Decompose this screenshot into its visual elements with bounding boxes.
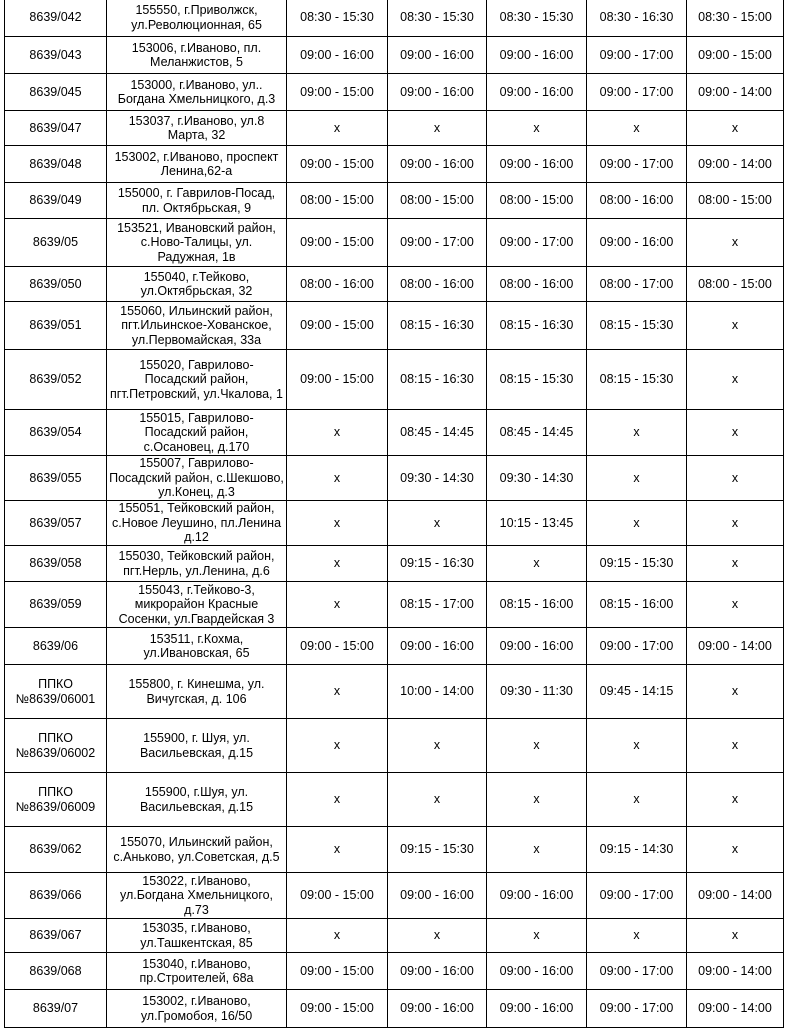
branch-address-cell: 155051, Тейковский район, с.Новое Леушино, пл.Ленина д.12 — [107, 501, 287, 546]
working-hours-cell: 09:00 - 15:00 — [287, 74, 388, 111]
working-hours-cell: 09:00 - 16:00 — [388, 953, 487, 990]
working-hours-cell: 08:15 - 17:00 — [388, 582, 487, 628]
working-hours-cell: 09:00 - 15:00 — [287, 350, 388, 410]
working-hours-cell: x — [487, 773, 587, 827]
working-hours-cell: 08:00 - 15:00 — [687, 183, 784, 219]
branch-code-cell: 8639/045 — [5, 74, 107, 111]
branch-code-cell: 8639/068 — [5, 953, 107, 990]
working-hours-cell: x — [287, 456, 388, 501]
branch-address-cell: 155040, г.Тейково, ул.Октябрьская, 32 — [107, 267, 287, 302]
working-hours-cell: 09:00 - 15:00 — [287, 873, 388, 919]
branch-code-cell: ППКО №8639/06009 — [5, 773, 107, 827]
working-hours-cell: x — [287, 582, 388, 628]
branch-address-cell: 155550, г.Приволжск, ул.Революционная, 65 — [107, 0, 287, 37]
branch-address-cell: 155020, Гаврилово-Посадский район, пгт.Петровский, ул.Чкалова, 1 — [107, 350, 287, 410]
table-row — [5, 919, 784, 953]
working-hours-cell: x — [287, 665, 388, 719]
branch-address-cell: 155000, г. Гаврилов-Посад, пл. Октябрьская, 9 — [107, 183, 287, 219]
branch-code-cell: ППКО №8639/06002 — [5, 719, 107, 773]
working-hours-cell: 09:30 - 11:30 — [487, 665, 587, 719]
branch-address-cell: 153000, г.Иваново, ул.. Богдана Хмельницкого, д.3 — [107, 74, 287, 111]
working-hours-cell: 09:00 - 16:00 — [487, 990, 587, 1028]
branch-code-cell: 8639/067 — [5, 919, 107, 953]
working-hours-cell: 10:15 - 13:45 — [487, 501, 587, 546]
working-hours-cell: x — [487, 111, 587, 146]
working-hours-cell: 08:00 - 15:00 — [487, 183, 587, 219]
working-hours-cell: 08:15 - 16:00 — [587, 582, 687, 628]
working-hours-cell: x — [287, 501, 388, 546]
working-hours-cell: x — [687, 546, 784, 582]
branch-address-cell: 155030, Тейковский район, пгт.Нерль, ул.Ленина, д.6 — [107, 546, 287, 582]
branch-address-cell: 155070, Ильинский район, с.Аньково, ул.Советская, д.5 — [107, 827, 287, 873]
branch-address-cell: 153002, г.Иваново, ул.Громобоя, 16/50 — [107, 990, 287, 1028]
working-hours-cell: 09:00 - 17:00 — [587, 74, 687, 111]
branch-address-cell: 153002, г.Иваново, проспект Ленина,62-а — [107, 146, 287, 183]
working-hours-cell: 09:00 - 16:00 — [388, 37, 487, 74]
working-hours-cell: 09:00 - 17:00 — [587, 37, 687, 74]
branch-code-cell: 8639/054 — [5, 410, 107, 456]
working-hours-cell: x — [687, 456, 784, 501]
branch-code-cell: 8639/048 — [5, 146, 107, 183]
table-row — [5, 183, 784, 219]
working-hours-cell: 08:30 - 15:30 — [287, 0, 388, 37]
working-hours-cell: 09:00 - 17:00 — [388, 219, 487, 267]
working-hours-cell: x — [287, 827, 388, 873]
working-hours-cell: 08:15 - 15:30 — [587, 302, 687, 350]
working-hours-cell: 09:00 - 16:00 — [388, 990, 487, 1028]
branch-address-cell: 155060, Ильинский район, пгт.Ильинское-Хованское, ул.Первомайская, 33а — [107, 302, 287, 350]
working-hours-cell: 08:15 - 16:30 — [388, 302, 487, 350]
working-hours-cell: x — [287, 919, 388, 953]
working-hours-cell: x — [587, 410, 687, 456]
branch-code-cell: 8639/052 — [5, 350, 107, 410]
working-hours-cell: 08:15 - 16:30 — [487, 302, 587, 350]
branch-code-cell: 8639/058 — [5, 546, 107, 582]
table-row — [5, 302, 784, 350]
branch-address-cell: 155900, г.Шуя, ул. Васильевская, д.15 — [107, 773, 287, 827]
working-hours-cell: x — [388, 111, 487, 146]
branch-address-cell: 153035, г.Иваново, ул.Ташкентская, 85 — [107, 919, 287, 953]
working-hours-cell: x — [687, 302, 784, 350]
branch-code-cell: 8639/059 — [5, 582, 107, 628]
working-hours-cell: 09:00 - 17:00 — [587, 146, 687, 183]
table-row — [5, 953, 784, 990]
working-hours-cell: 09:00 - 16:00 — [388, 146, 487, 183]
working-hours-cell: 09:00 - 14:00 — [687, 953, 784, 990]
table-row — [5, 665, 784, 719]
working-hours-cell: 09:00 - 15:00 — [687, 37, 784, 74]
branch-code-cell: 8639/050 — [5, 267, 107, 302]
branch-code-cell: 8639/055 — [5, 456, 107, 501]
working-hours-cell: 09:00 - 16:00 — [487, 146, 587, 183]
working-hours-cell: x — [287, 773, 388, 827]
branch-code-cell: 8639/047 — [5, 111, 107, 146]
table-row — [5, 219, 784, 267]
branch-code-cell: 8639/066 — [5, 873, 107, 919]
working-hours-cell: 09:00 - 15:00 — [287, 146, 388, 183]
working-hours-cell: 09:00 - 17:00 — [587, 628, 687, 665]
working-hours-cell: 08:30 - 15:30 — [487, 0, 587, 37]
working-hours-cell: 09:00 - 14:00 — [687, 873, 784, 919]
table-row — [5, 350, 784, 410]
working-hours-cell: 08:45 - 14:45 — [388, 410, 487, 456]
working-hours-cell: x — [687, 582, 784, 628]
branch-address-cell: 153521, Ивановский район, с.Ново-Талицы, ул. Радужная, 1в — [107, 219, 287, 267]
working-hours-cell: x — [687, 350, 784, 410]
working-hours-cell: 09:00 - 16:00 — [487, 628, 587, 665]
working-hours-cell: x — [487, 546, 587, 582]
table-row — [5, 37, 784, 74]
branch-code-cell: 8639/049 — [5, 183, 107, 219]
branch-code-cell: 8639/051 — [5, 302, 107, 350]
working-hours-cell: 08:00 - 16:00 — [487, 267, 587, 302]
table-row — [5, 0, 784, 37]
working-hours-cell: x — [687, 410, 784, 456]
working-hours-cell: 09:00 - 15:00 — [287, 628, 388, 665]
working-hours-cell: 08:00 - 15:00 — [287, 183, 388, 219]
working-hours-cell: x — [487, 919, 587, 953]
working-hours-cell: 08:15 - 16:30 — [388, 350, 487, 410]
working-hours-cell: 09:15 - 15:30 — [388, 827, 487, 873]
branch-address-cell: 155007, Гаврилово-Посадский район, с.Шекшово, ул.Конец, д.3 — [107, 456, 287, 501]
working-hours-cell: 09:00 - 16:00 — [487, 74, 587, 111]
working-hours-cell: 09:00 - 14:00 — [687, 628, 784, 665]
working-hours-cell: 08:00 - 16:00 — [388, 267, 487, 302]
branch-code-cell: 8639/06 — [5, 628, 107, 665]
working-hours-cell: x — [687, 111, 784, 146]
working-hours-cell: 09:00 - 17:00 — [587, 953, 687, 990]
working-hours-cell: 08:30 - 15:00 — [687, 0, 784, 37]
branch-code-cell: 8639/062 — [5, 827, 107, 873]
table-row — [5, 74, 784, 111]
branch-address-cell: 153511, г.Кохма, ул.Ивановская, 65 — [107, 628, 287, 665]
working-hours-cell: 08:15 - 15:30 — [487, 350, 587, 410]
branch-address-cell: 153022, г.Иваново, ул.Богдана Хмельницкого, д.73 — [107, 873, 287, 919]
working-hours-cell: 09:00 - 15:00 — [287, 219, 388, 267]
branch-schedule-table — [4, 0, 784, 1028]
working-hours-cell: x — [287, 410, 388, 456]
working-hours-cell: 08:30 - 16:30 — [587, 0, 687, 37]
working-hours-cell: 08:15 - 16:00 — [487, 582, 587, 628]
working-hours-cell: 09:30 - 14:30 — [388, 456, 487, 501]
table-row — [5, 628, 784, 665]
branch-address-cell: 155900, г. Шуя, ул. Васильевская, д.15 — [107, 719, 287, 773]
working-hours-cell: x — [587, 456, 687, 501]
working-hours-cell: x — [687, 719, 784, 773]
working-hours-cell: 09:00 - 16:00 — [487, 953, 587, 990]
working-hours-cell: x — [587, 919, 687, 953]
branch-code-cell: 8639/057 — [5, 501, 107, 546]
working-hours-cell: 08:00 - 15:00 — [388, 183, 487, 219]
working-hours-cell: 09:00 - 17:00 — [587, 873, 687, 919]
working-hours-cell: x — [687, 219, 784, 267]
working-hours-cell: 09:00 - 15:00 — [287, 953, 388, 990]
working-hours-cell: 08:45 - 14:45 — [487, 410, 587, 456]
table-row — [5, 267, 784, 302]
table-row — [5, 546, 784, 582]
working-hours-cell: x — [287, 719, 388, 773]
working-hours-cell: x — [587, 111, 687, 146]
working-hours-cell: 08:15 - 15:30 — [587, 350, 687, 410]
table-row — [5, 501, 784, 546]
branch-address-cell: 153006, г.Иваново, пл. Меланжистов, 5 — [107, 37, 287, 74]
working-hours-cell: x — [487, 827, 587, 873]
branch-code-cell: ППКО №8639/06001 — [5, 665, 107, 719]
working-hours-cell: x — [587, 501, 687, 546]
working-hours-cell: 09:00 - 17:00 — [487, 219, 587, 267]
working-hours-cell: x — [687, 501, 784, 546]
working-hours-cell: x — [587, 719, 687, 773]
working-hours-cell: x — [388, 773, 487, 827]
working-hours-cell: 09:00 - 17:00 — [587, 990, 687, 1028]
working-hours-cell: 09:00 - 16:00 — [388, 628, 487, 665]
branch-address-cell: 153040, г.Иваново, пр.Строителей, 68а — [107, 953, 287, 990]
table-row — [5, 873, 784, 919]
working-hours-cell: x — [587, 773, 687, 827]
working-hours-cell: 09:00 - 15:00 — [287, 990, 388, 1028]
working-hours-cell: x — [687, 665, 784, 719]
working-hours-cell: 09:15 - 14:30 — [587, 827, 687, 873]
working-hours-cell: 08:30 - 15:30 — [388, 0, 487, 37]
working-hours-cell: 09:00 - 16:00 — [487, 37, 587, 74]
branch-address-cell: 155015, Гаврилово-Посадский район, с.Осановец, д.170 — [107, 410, 287, 456]
branch-code-cell: 8639/07 — [5, 990, 107, 1028]
working-hours-cell: 09:15 - 16:30 — [388, 546, 487, 582]
working-hours-cell: 09:00 - 14:00 — [687, 146, 784, 183]
branch-address-cell: 155800, г. Кинешма, ул. Вичугская, д. 106 — [107, 665, 287, 719]
working-hours-cell: 09:00 - 16:00 — [388, 873, 487, 919]
working-hours-cell: 09:45 - 14:15 — [587, 665, 687, 719]
table-body — [5, 0, 784, 1028]
working-hours-cell: 08:00 - 16:00 — [587, 183, 687, 219]
working-hours-cell: x — [687, 773, 784, 827]
working-hours-cell: 08:00 - 15:00 — [687, 267, 784, 302]
working-hours-cell: x — [687, 919, 784, 953]
table-row — [5, 773, 784, 827]
working-hours-cell: x — [487, 719, 587, 773]
working-hours-cell: 09:15 - 15:30 — [587, 546, 687, 582]
working-hours-cell: x — [388, 501, 487, 546]
working-hours-cell: 09:00 - 15:00 — [287, 302, 388, 350]
branch-address-cell: 153037, г.Иваново, ул.8 Марта, 32 — [107, 111, 287, 146]
working-hours-cell: x — [287, 111, 388, 146]
table-row — [5, 990, 784, 1028]
working-hours-cell: 09:00 - 16:00 — [487, 873, 587, 919]
table-row — [5, 719, 784, 773]
working-hours-cell: x — [388, 719, 487, 773]
working-hours-cell: 09:00 - 16:00 — [388, 74, 487, 111]
working-hours-cell: 09:00 - 16:00 — [287, 37, 388, 74]
table-row — [5, 582, 784, 628]
branch-address-cell: 155043, г.Тейково-3, микрорайон Красные Сосенки, ул.Гвардейская 3 — [107, 582, 287, 628]
working-hours-cell: x — [287, 546, 388, 582]
working-hours-cell: 09:00 - 14:00 — [687, 74, 784, 111]
working-hours-cell: 08:00 - 17:00 — [587, 267, 687, 302]
table-row — [5, 146, 784, 183]
working-hours-cell: 09:30 - 14:30 — [487, 456, 587, 501]
branch-code-cell: 8639/05 — [5, 219, 107, 267]
working-hours-cell: 08:00 - 16:00 — [287, 267, 388, 302]
branch-code-cell: 8639/043 — [5, 37, 107, 74]
table-row — [5, 827, 784, 873]
branch-code-cell: 8639/042 — [5, 0, 107, 37]
table-row — [5, 111, 784, 146]
working-hours-cell: x — [388, 919, 487, 953]
working-hours-cell: 09:00 - 16:00 — [587, 219, 687, 267]
working-hours-cell: 09:00 - 14:00 — [687, 990, 784, 1028]
table-row — [5, 456, 784, 501]
working-hours-cell: x — [687, 827, 784, 873]
table-row — [5, 410, 784, 456]
working-hours-cell: 10:00 - 14:00 — [388, 665, 487, 719]
